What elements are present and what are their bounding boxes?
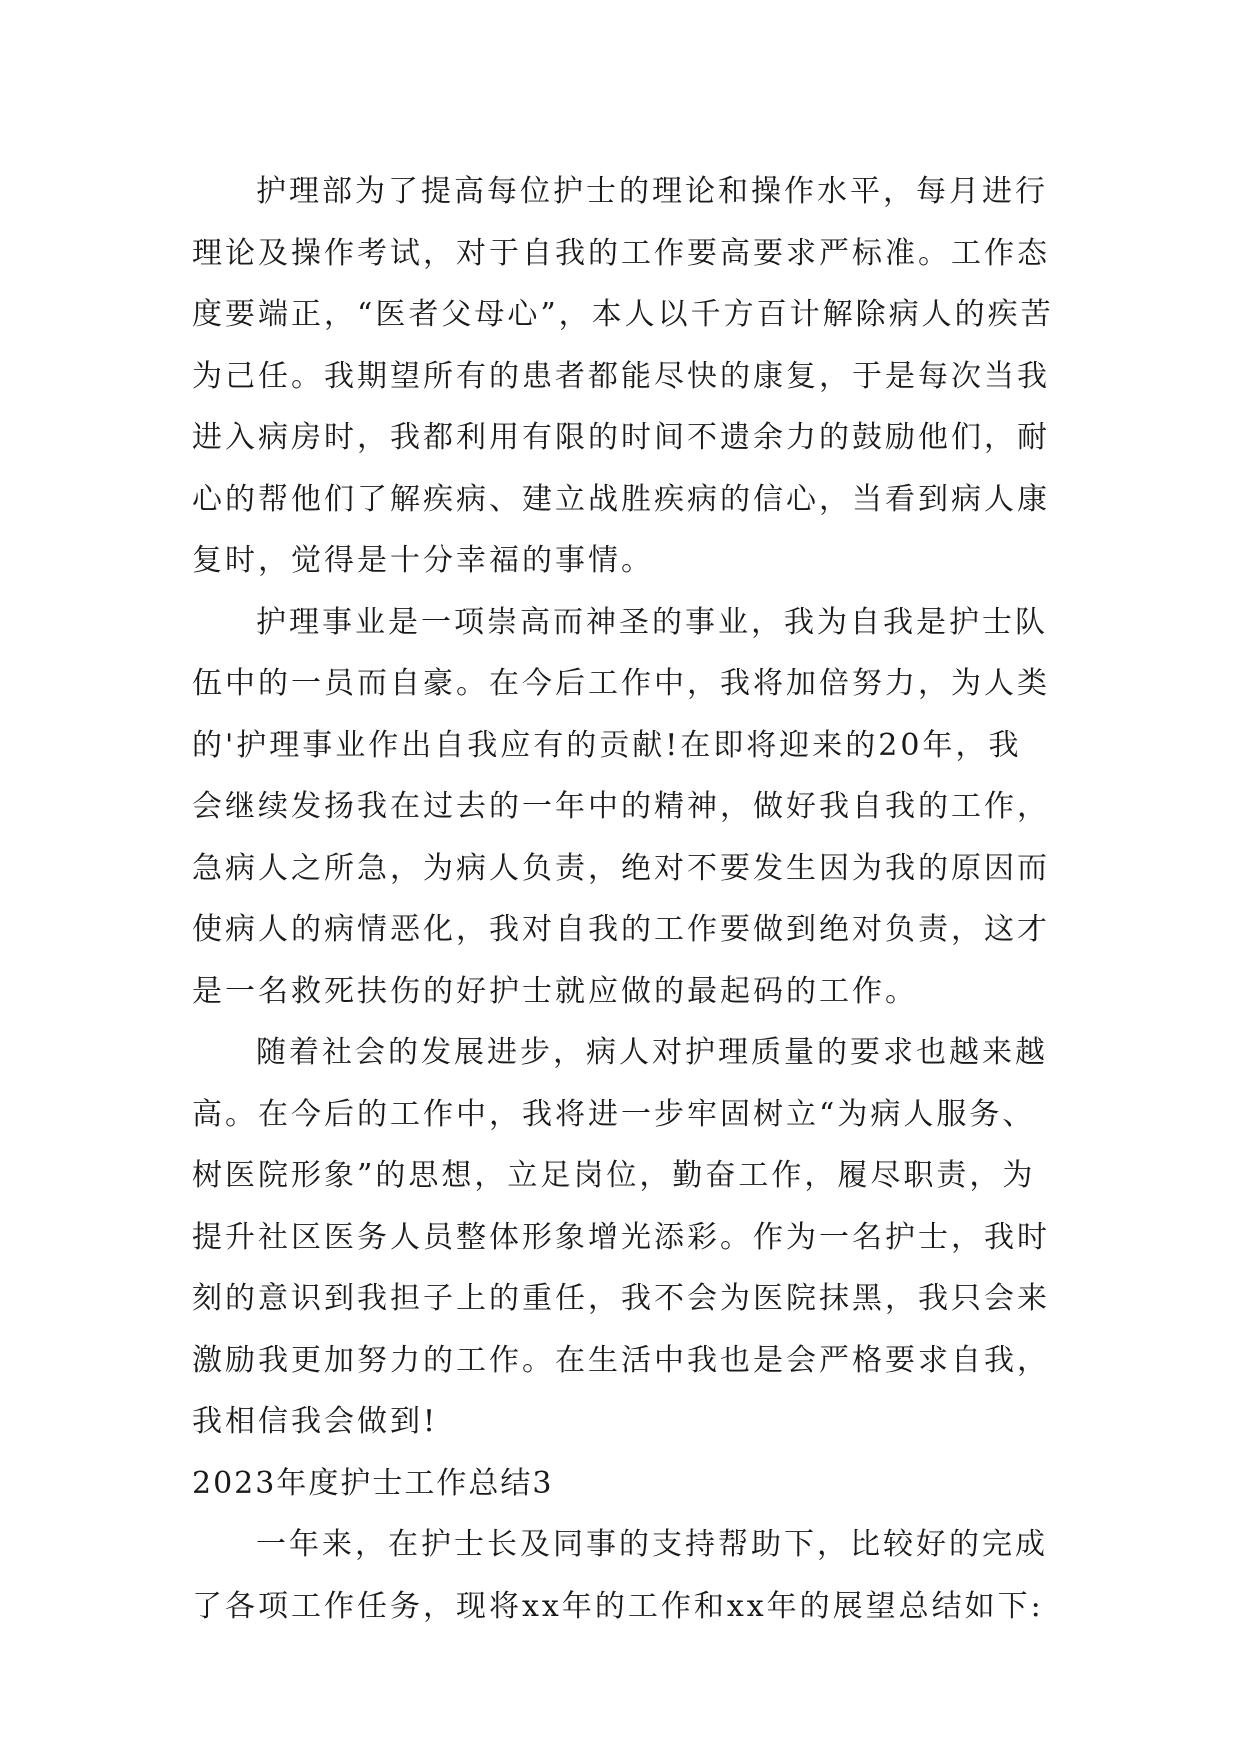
paragraph-line: 度要端正，“医者父母心”，本人以千方百计解除病人的疾苦	[192, 297, 1054, 332]
paragraph-line: 理论及操作考试，对于自我的工作要高要求严标准。工作态	[192, 235, 1050, 271]
paragraph-line: 激励我更加努力的工作。在生活中我也是会严格要求自我，	[192, 1342, 1050, 1378]
paragraph-care-standards	[192, 161, 1052, 592]
paragraph-annual-summary	[192, 1514, 1052, 1637]
paragraph-line: 急病人之所急，为病人负责，绝对不要发生因为我的原因而	[192, 850, 1050, 886]
paragraph-line: 高。在今后的工作中，我将进一步牢固树立“为病人服务、	[192, 1096, 1036, 1132]
paragraph-line: 一年来，在护士长及同事的支持帮助下，比较好的完成	[256, 1527, 1048, 1562]
paragraph-line: 是一名救死扶伤的好护士就应做的最起码的工作。	[192, 973, 918, 1009]
paragraph-line: 随着社会的发展进步，病人对护理质量的要求也越来越	[256, 1035, 1048, 1070]
paragraph-line: 进入病房时，我都利用有限的时间不遗余力的鼓励他们，耐	[192, 420, 1050, 455]
paragraph-line: 会继续发扬我在过去的一年中的精神，做好我自我的工作，	[192, 789, 1050, 824]
paragraph-line: 树医院形象”的思想，立足岗位，勤奋工作，履尽职责，为	[192, 1158, 1036, 1193]
paragraph-line: 心的帮他们了解疾病、建立战胜疾病的信心，当看到病人康	[192, 481, 1050, 517]
paragraph-social-progress	[192, 1022, 1052, 1453]
paragraph-line: 为己任。我期望所有的患者都能尽快的康复，于是每次当我	[192, 358, 1050, 394]
paragraph-line: 护理部为了提高每位护士的理论和操作水平，每月进行	[256, 174, 1048, 209]
paragraph-line: 的'护理事业作出自我应有的贡献!在即将迎来的20年，我	[192, 727, 1022, 763]
paragraph-line: 了各项工作任务，现将xx年的工作和xx年的展望总结如下:	[192, 1588, 1044, 1624]
paragraph-nursing-career	[192, 592, 1052, 1023]
paragraph-line: 护理事业是一项崇高而神圣的事业，我为自我是护士队	[256, 604, 1048, 640]
paragraph-line: 伍中的一员而自豪。在今后工作中，我将加倍努力，为人类	[192, 666, 1050, 701]
paragraph-line: 使病人的病情恶化，我对自我的工作要做到绝对负责，这才	[192, 912, 1050, 947]
document-body	[192, 161, 1052, 1637]
paragraph-line: 我相信我会做到!	[192, 1404, 439, 1439]
paragraph-line: 提升社区医务人员整体形象增光添彩。作为一名护士，我时	[192, 1219, 1050, 1255]
paragraph-line: 复时，觉得是十分幸福的事情。	[192, 543, 654, 578]
section-heading: 2023年度护士工作总结3	[192, 1465, 554, 1501]
paragraph-line: 刻的意识到我担子上的重任，我不会为医院抹黑，我只会来	[192, 1281, 1050, 1316]
